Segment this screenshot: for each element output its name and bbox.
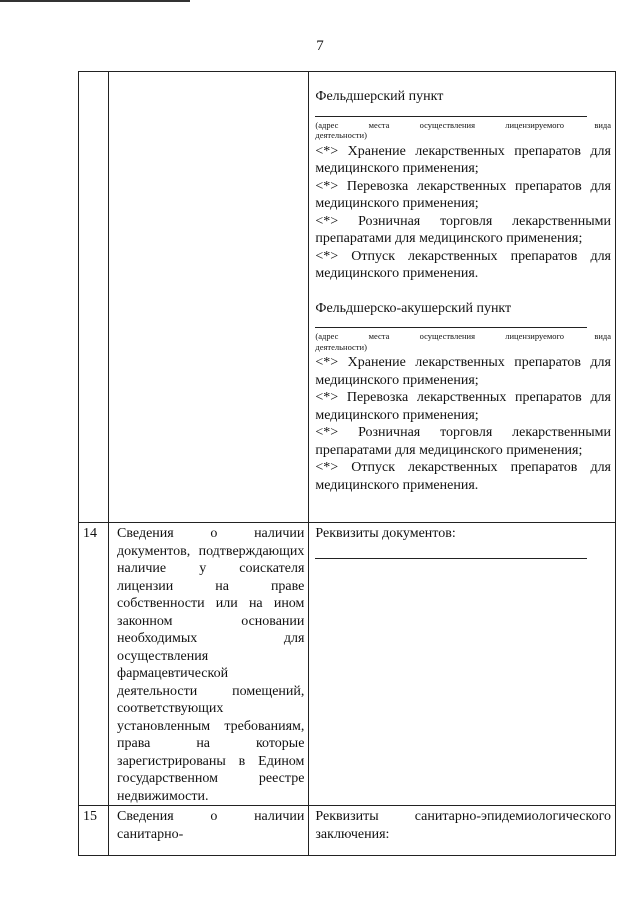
block-spacer	[315, 283, 611, 300]
row-13-description-cell	[109, 72, 309, 523]
row-14-description: Сведения о наличии документов, подтверждающих наличие у соискателя лицензии на праве собственности или на ином законном основании необходимых для осуществления фармацевтической деятельности помещений, соответствующих установленным требованиям, права на которые зарегистрированы в Едином государственном реестре недвижимости.	[117, 526, 305, 804]
page-number: 7	[316, 38, 324, 54]
row-13-description	[109, 72, 308, 74]
activity-item: <*> Отпуск лекарственных препаратов для медицинского применения.	[315, 460, 611, 493]
feldsher-point-address-note-end: деятельности)	[315, 130, 367, 140]
feldsher-obstetric-point-address-note-end: деятельности)	[315, 341, 367, 352]
feldsher-point-block	[315, 88, 611, 283]
feldsher-obstetric-point-address-line	[315, 317, 587, 328]
feldsher-point-address-line	[315, 106, 587, 117]
table-row-15	[79, 806, 616, 856]
activity-item: <*> Розничная торговля лекарственными препаратами для медицинского применения;	[315, 213, 611, 246]
row-14-number-cell	[79, 523, 109, 806]
row-13-value-cell	[309, 72, 616, 523]
license-application-table	[78, 71, 616, 856]
row-15-description: Сведения о наличии санитарно-	[117, 809, 305, 842]
row-13-number	[79, 72, 108, 74]
row-15-number: 15	[83, 809, 97, 824]
activity-item: <*> Хранение лекарственных препаратов для медицинского применения;	[315, 355, 611, 388]
feldsher-point-address-note: (адрес места осуществления лицензируемого вида	[315, 119, 611, 130]
row-15-number-cell	[79, 806, 109, 856]
activity-item: <*> Отпуск лекарственных препаратов для медицинского применения.	[315, 248, 611, 281]
feldsher-obstetric-point-block	[315, 300, 611, 495]
activity-item: <*> Розничная торговля лекарственными препаратами для медицинского применения;	[315, 425, 611, 458]
row-15-value-label: Реквизиты санитарно-эпидемиологического заключения:	[315, 809, 611, 842]
top-edge-rule	[0, 0, 190, 2]
feldsher-obstetric-point-address-note: (адрес места осуществления лицензируемого вида	[315, 331, 611, 341]
row-14-description-cell	[109, 523, 309, 806]
activity-item: <*> Перевозка лекарственных препаратов для медицинского применения;	[315, 390, 611, 423]
row-14-value-label: Реквизиты документов:	[315, 526, 456, 541]
activity-item: <*> Хранение лекарственных препаратов для медицинского применения;	[315, 143, 611, 176]
table-row-14	[79, 523, 616, 806]
row-14-number: 14	[83, 526, 97, 541]
feldsher-point-heading: Фельдшерский пункт	[315, 89, 444, 104]
feldsher-obstetric-point-heading: Фельдшерско-акушерский пункт	[315, 300, 512, 316]
row-14-value-cell	[309, 523, 616, 806]
row-13-number-cell	[79, 72, 109, 523]
activity-item: <*> Перевозка лекарственных препаратов для медицинского применения;	[315, 178, 611, 211]
row-14-fill-line	[315, 558, 587, 559]
table-row-13	[79, 72, 616, 523]
row-15-value-cell	[309, 806, 616, 856]
row-15-description-cell	[109, 806, 309, 856]
